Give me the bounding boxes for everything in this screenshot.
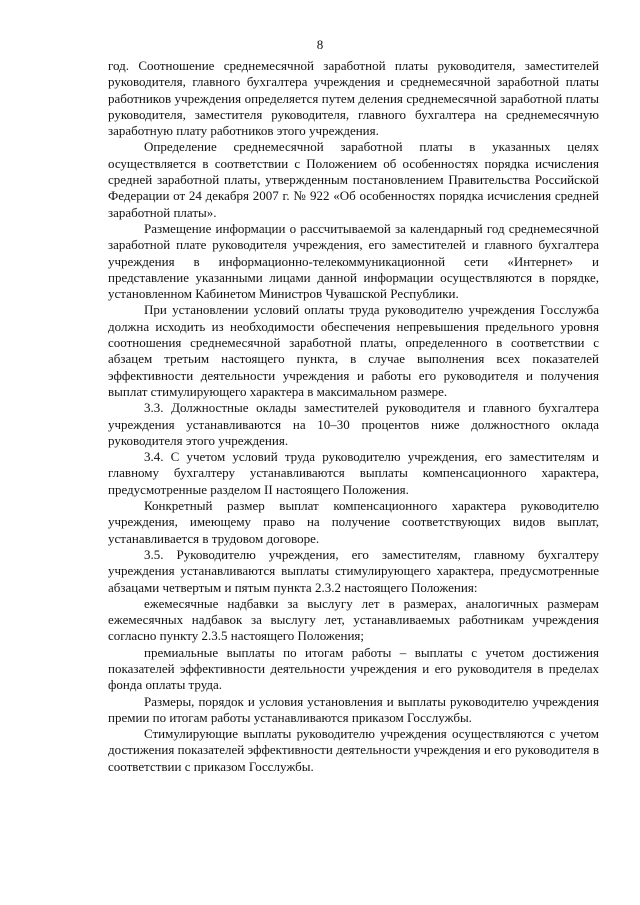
document-body — [108, 58, 599, 775]
paragraph: Размеры, порядок и условия установления и выплаты руководителю учреждения премии по итогам работы устанавливаются приказом Госслужбы. — [108, 693, 599, 725]
paragraph: 3.3. Должностные оклады заместителей руководителя и главного бухгалтера учреждения устанавливаются на 10–30 процентов ниже должностного оклада руководителя этого учреждения. — [108, 400, 599, 448]
paragraph: премиальные выплаты по итогам работы – выплаты с учетом достижения показателей эффективности деятельности учреждения и его руководителя в пределах фонда оплаты труда. — [108, 644, 599, 693]
paragraph: 3.5. Руководителю учреждения, его заместителям, главному бухгалтеру учреждения устанавливаются выплаты стимулирующего характера, предусмотренные абзацами четвертым и пятым пункта 2.3.2 настоящего Положения: — [108, 546, 599, 595]
paragraph: 3.4. С учетом условий труда руководителю учреждения, его заместителям и главному бухгалтеру устанавливаются выплаты компенсационного характера, предусмотренные разделом II настоящего Положения. — [108, 449, 599, 497]
paragraph: При установлении условий оплаты труда руководителю учреждения Госслужба должна исходить из необходимости обеспечения непревышения предельного уровня соотношения среднемесячной заработной платы, определенного в соответствии с абзацем третьим настоящего пункта, в случае выполнения всех показателей эффективности деятельности учреждения и работы его руководителя и получения выплат стимулирующего характера в максимальном размере. — [108, 302, 599, 399]
paragraph: ежемесячные надбавки за выслугу лет в размерах, аналогичных размерам ежемесячных надбавок за выслугу лет, устанавливаемых работникам учреждения согласно пункту 2.3.5 настоящего Положения; — [108, 595, 599, 644]
paragraph: Конкретный размер выплат компенсационного характера руководителю учреждения, имеющему право на получение соответствующих видов выплат, устанавливается в трудовом договоре. — [108, 498, 599, 546]
paragraph: Определение среднемесячной заработной платы в указанных целях осуществляется в соответствии с Положением об особенностях порядка исчисления средней заработной платы, утвержденным постановлением Правительства Российской Федерации от 24 декабря 2007 г. № 922 «Об особенностях порядка исчисления средней заработной платы». — [108, 139, 599, 220]
page-number: 8 — [316, 37, 324, 52]
paragraph: Размещение информации о рассчитываемой за календарный год среднемесячной заработной плате руководителя учреждения, его заместителей и главного бухгалтера учреждения в информационно-телекоммуникационной сети «Интернет» и представление указанными лицами данной информации осуществляются в порядке, установленном Кабинетом Министров Чувашской Республики. — [108, 220, 599, 302]
paragraph: Стимулирующие выплаты руководителю учреждения осуществляются с учетом достижения показателей эффективности деятельности учреждения и его руководителя в соответствии с приказом Госслужбы. — [108, 726, 599, 774]
paragraph: год. Соотношение среднемесячной заработной платы руководителя, заместителей руководителя, главного бухгалтера учреждения и среднемесячной заработной платы работников учреждения определяется путем деления среднемесячной заработной платы руководителя, заместителя руководителя, главного бухгалтера на среднемесячную заработную плату работников этого учреждения. — [108, 58, 599, 139]
